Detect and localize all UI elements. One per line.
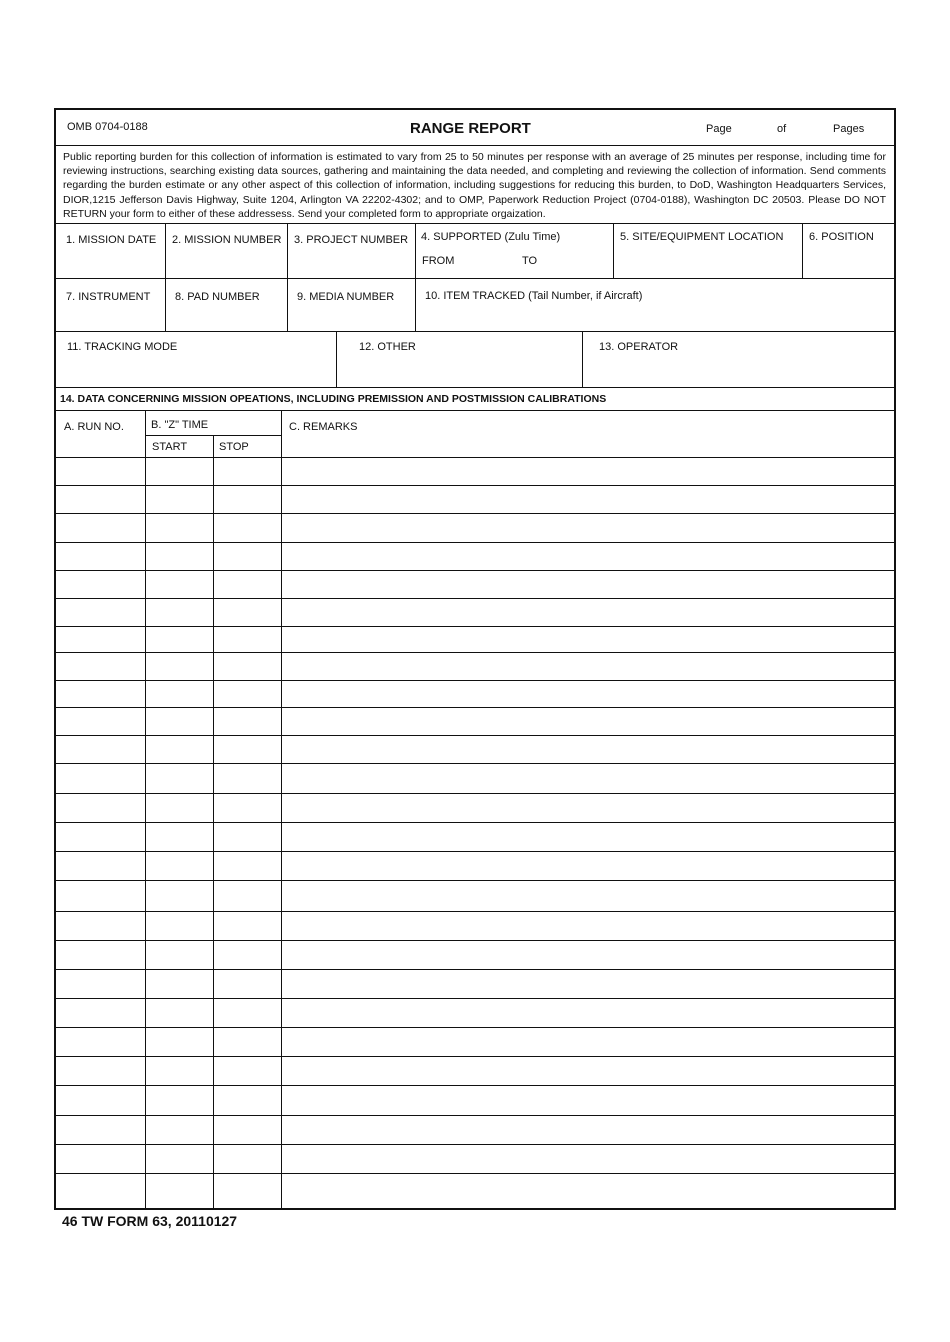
- start-time-cell[interactable]: [145, 571, 213, 598]
- operator-label: 13. OPERATOR: [599, 341, 679, 353]
- table-row: [56, 626, 894, 652]
- table-row: [56, 1115, 894, 1144]
- stop-time-cell[interactable]: [213, 458, 281, 485]
- form-number: 46 TW FORM 63, 20110127: [62, 1213, 238, 1229]
- run-no-cell[interactable]: [56, 681, 145, 707]
- burden-notice-text: Public reporting burden for this collection of information is estimated to vary from 25 to 50 minutes per response with an average of 25 minutes per response, including time for reviewing instructions, searching existing data sources, gathering and maintaining the data needed, and completing and reviewing the collection of information. Send comments regarding the burden estimate or any other aspect of this collection of information, including suggestions for reducing this burden, to DoD, Washington Headquarters Services, DIOR,1215 Jefferson Davis Highway, Suite 1204, Arlington VA 22202-4302; and to OMP, Paperwork Reduction Project (0704-0188), Washington DC 20503. Please DO NOT RETURN your form to either of these addressess. Send your completed form to appropriate orgaization.: [63, 151, 886, 220]
- stop-time-cell[interactable]: [213, 941, 281, 969]
- fields-row-1: [56, 224, 894, 279]
- table-row: [56, 793, 894, 822]
- start-time-cell[interactable]: [145, 1174, 213, 1212]
- omb-number: OMB 0704-0188: [67, 121, 148, 133]
- remarks-cell[interactable]: [281, 1174, 894, 1212]
- stop-time-cell[interactable]: [213, 486, 281, 513]
- form-header: [56, 110, 894, 146]
- item-tracked-field[interactable]: [415, 279, 894, 331]
- stop-time-cell[interactable]: [213, 736, 281, 763]
- other-field[interactable]: [336, 332, 582, 387]
- stop-time-cell[interactable]: [213, 571, 281, 598]
- start-time-cell[interactable]: [145, 736, 213, 763]
- table-row: [56, 940, 894, 969]
- remarks-cell[interactable]: [281, 1057, 894, 1085]
- remarks-cell[interactable]: [281, 599, 894, 626]
- pages-label: Pages: [833, 123, 865, 135]
- table-row: [56, 570, 894, 598]
- of-label: of: [777, 123, 787, 135]
- table-row: [56, 1027, 894, 1056]
- table-row: [56, 652, 894, 680]
- remarks-cell[interactable]: [281, 458, 894, 485]
- remarks-cell[interactable]: [281, 681, 894, 707]
- remarks-cell[interactable]: [281, 736, 894, 763]
- run-no-cell[interactable]: [56, 514, 145, 542]
- stop-time-cell[interactable]: [213, 970, 281, 998]
- start-time-cell[interactable]: [145, 999, 213, 1027]
- page-label: Page: [706, 123, 732, 135]
- start-time-cell[interactable]: [145, 823, 213, 851]
- stop-time-cell[interactable]: [213, 1057, 281, 1085]
- table-row: [56, 1144, 894, 1173]
- run-no-cell[interactable]: [56, 571, 145, 598]
- stop-time-cell[interactable]: [213, 823, 281, 851]
- position-field[interactable]: [802, 224, 894, 278]
- start-time-cell[interactable]: [145, 852, 213, 880]
- stop-time-cell[interactable]: [213, 881, 281, 911]
- project-number-field[interactable]: [287, 224, 415, 278]
- table-row: [56, 680, 894, 707]
- instrument-field[interactable]: [56, 279, 165, 331]
- start-time-cell[interactable]: [145, 941, 213, 969]
- start-time-cell[interactable]: [145, 1057, 213, 1085]
- start-time-cell[interactable]: [145, 653, 213, 680]
- tracking-mode-label: 11. TRACKING MODE: [67, 341, 178, 353]
- stop-header: STOP: [219, 441, 249, 453]
- remarks-cell[interactable]: [281, 1028, 894, 1056]
- run-no-cell[interactable]: [56, 999, 145, 1027]
- remarks-header: C. REMARKS: [289, 421, 358, 433]
- stop-time-cell[interactable]: [213, 514, 281, 542]
- remarks-cell[interactable]: [281, 881, 894, 911]
- media-number-field[interactable]: [287, 279, 415, 331]
- run-no-cell[interactable]: [56, 1028, 145, 1056]
- run-no-cell[interactable]: [56, 881, 145, 911]
- remarks-cell[interactable]: [281, 486, 894, 513]
- stop-time-cell[interactable]: [213, 764, 281, 793]
- run-no-cell[interactable]: [56, 794, 145, 822]
- start-time-cell[interactable]: [145, 627, 213, 652]
- stop-time-cell[interactable]: [213, 1086, 281, 1115]
- remarks-cell[interactable]: [281, 764, 894, 793]
- run-no-cell[interactable]: [56, 764, 145, 793]
- start-time-cell[interactable]: [145, 794, 213, 822]
- start-time-cell[interactable]: [145, 1145, 213, 1173]
- operator-field[interactable]: [582, 332, 894, 387]
- start-header: START: [152, 441, 188, 453]
- table-row: [56, 969, 894, 998]
- stop-time-cell[interactable]: [213, 999, 281, 1027]
- instrument-label: 7. INSTRUMENT: [66, 291, 151, 303]
- remarks-divider: [281, 411, 282, 457]
- remarks-cell[interactable]: [281, 653, 894, 680]
- stop-time-cell[interactable]: [213, 627, 281, 652]
- run-no-cell[interactable]: [56, 1174, 145, 1212]
- remarks-cell[interactable]: [281, 571, 894, 598]
- pad-number-field[interactable]: [165, 279, 287, 331]
- start-time-cell[interactable]: [145, 543, 213, 570]
- run-no-cell[interactable]: [56, 486, 145, 513]
- media-number-label: 9. MEDIA NUMBER: [297, 291, 395, 303]
- table-row: [56, 513, 894, 542]
- remarks-cell[interactable]: [281, 823, 894, 851]
- remarks-cell[interactable]: [281, 970, 894, 998]
- remarks-cell[interactable]: [281, 794, 894, 822]
- remarks-cell[interactable]: [281, 999, 894, 1027]
- table-row: [56, 911, 894, 940]
- tracking-mode-field[interactable]: [56, 332, 336, 387]
- remarks-cell[interactable]: [281, 627, 894, 652]
- run-no-cell[interactable]: [56, 1116, 145, 1144]
- mission-date-field[interactable]: [56, 224, 165, 278]
- start-time-cell[interactable]: [145, 1116, 213, 1144]
- section-14-header: [56, 388, 894, 411]
- run-no-cell[interactable]: [56, 941, 145, 969]
- mission-date-label: 1. MISSION DATE: [66, 234, 157, 246]
- table-row: [56, 1085, 894, 1115]
- fields-row-3: [56, 332, 894, 388]
- project-number-label: 3. PROJECT NUMBER: [294, 234, 409, 246]
- run-no-cell[interactable]: [56, 653, 145, 680]
- mission-number-field[interactable]: [165, 224, 287, 278]
- supported-label: 4. SUPPORTED (Zulu Time): [421, 231, 561, 243]
- to-label: TO: [522, 255, 538, 267]
- start-time-cell[interactable]: [145, 881, 213, 911]
- stop-time-cell[interactable]: [213, 794, 281, 822]
- start-time-cell[interactable]: [145, 970, 213, 998]
- table-row: [56, 598, 894, 626]
- stop-time-cell[interactable]: [213, 912, 281, 940]
- start-time-cell[interactable]: [145, 1028, 213, 1056]
- run-no-cell[interactable]: [56, 736, 145, 763]
- run-no-cell[interactable]: [56, 823, 145, 851]
- start-stop-divider: [213, 435, 214, 457]
- table-row: [56, 851, 894, 880]
- site-location-label: 5. SITE/EQUIPMENT LOCATION: [620, 231, 784, 243]
- table-row: [56, 542, 894, 570]
- table-row: [56, 822, 894, 851]
- remarks-cell[interactable]: [281, 1116, 894, 1144]
- run-no-cell[interactable]: [56, 1086, 145, 1115]
- start-time-cell[interactable]: [145, 458, 213, 485]
- start-time-cell[interactable]: [145, 486, 213, 513]
- from-label: FROM: [422, 255, 455, 267]
- position-label: 6. POSITION: [809, 231, 874, 243]
- run-no-cell[interactable]: [56, 627, 145, 652]
- stop-time-cell[interactable]: [213, 653, 281, 680]
- table-row: [56, 880, 894, 911]
- site-location-field[interactable]: [613, 224, 802, 278]
- range-report-form: [54, 108, 896, 1210]
- remarks-cell[interactable]: [281, 543, 894, 570]
- stop-time-cell[interactable]: [213, 1116, 281, 1144]
- run-no-cell[interactable]: [56, 970, 145, 998]
- stop-time-cell[interactable]: [213, 681, 281, 707]
- z-time-header: B. "Z" TIME: [151, 419, 209, 431]
- start-time-cell[interactable]: [145, 764, 213, 793]
- remarks-cell[interactable]: [281, 912, 894, 940]
- table-row: [56, 735, 894, 763]
- form-title: RANGE REPORT: [410, 120, 531, 137]
- start-time-cell[interactable]: [145, 599, 213, 626]
- stop-time-cell[interactable]: [213, 599, 281, 626]
- remarks-cell[interactable]: [281, 1145, 894, 1173]
- run-no-cell[interactable]: [56, 912, 145, 940]
- stop-time-cell[interactable]: [213, 852, 281, 880]
- run-no-header: A. RUN NO.: [64, 421, 124, 433]
- start-time-cell[interactable]: [145, 514, 213, 542]
- supported-time-field[interactable]: [415, 224, 613, 278]
- run-no-cell[interactable]: [56, 1057, 145, 1085]
- remarks-cell[interactable]: [281, 708, 894, 735]
- table-row: [56, 1056, 894, 1085]
- stop-time-cell[interactable]: [213, 543, 281, 570]
- table-row: [56, 457, 894, 485]
- start-time-cell[interactable]: [145, 912, 213, 940]
- run-no-cell[interactable]: [56, 458, 145, 485]
- burden-notice: [56, 146, 894, 224]
- section-14-title: 14. DATA CONCERNING MISSION OPEATIONS, INCLUDING PREMISSION AND POSTMISSION CALIBRATIONS: [60, 393, 607, 405]
- mission-number-label: 2. MISSION NUMBER: [172, 234, 282, 246]
- start-time-cell[interactable]: [145, 708, 213, 735]
- run-no-cell[interactable]: [56, 708, 145, 735]
- table-row: [56, 707, 894, 735]
- table-row: [56, 763, 894, 793]
- table-row: [56, 1173, 894, 1212]
- remarks-cell[interactable]: [281, 1086, 894, 1115]
- other-label: 12. OTHER: [359, 341, 416, 353]
- start-time-cell[interactable]: [145, 1086, 213, 1115]
- run-no-cell[interactable]: [56, 543, 145, 570]
- remarks-cell[interactable]: [281, 941, 894, 969]
- run-no-cell[interactable]: [56, 1145, 145, 1173]
- entries-column-headers: [56, 411, 894, 457]
- item-tracked-label: 10. ITEM TRACKED (Tail Number, if Aircraft): [425, 290, 643, 302]
- stop-time-cell[interactable]: [213, 1145, 281, 1173]
- remarks-cell[interactable]: [281, 852, 894, 880]
- run-no-cell[interactable]: [56, 852, 145, 880]
- table-row: [56, 998, 894, 1027]
- run-no-cell[interactable]: [56, 599, 145, 626]
- stop-time-cell[interactable]: [213, 708, 281, 735]
- table-row: [56, 485, 894, 513]
- pad-number-label: 8. PAD NUMBER: [175, 291, 260, 303]
- remarks-cell[interactable]: [281, 514, 894, 542]
- stop-time-cell[interactable]: [213, 1174, 281, 1212]
- start-time-cell[interactable]: [145, 681, 213, 707]
- entries-table: [56, 457, 894, 1208]
- fields-row-2: [56, 279, 894, 332]
- header-divider: [145, 411, 146, 457]
- stop-time-cell[interactable]: [213, 1028, 281, 1056]
